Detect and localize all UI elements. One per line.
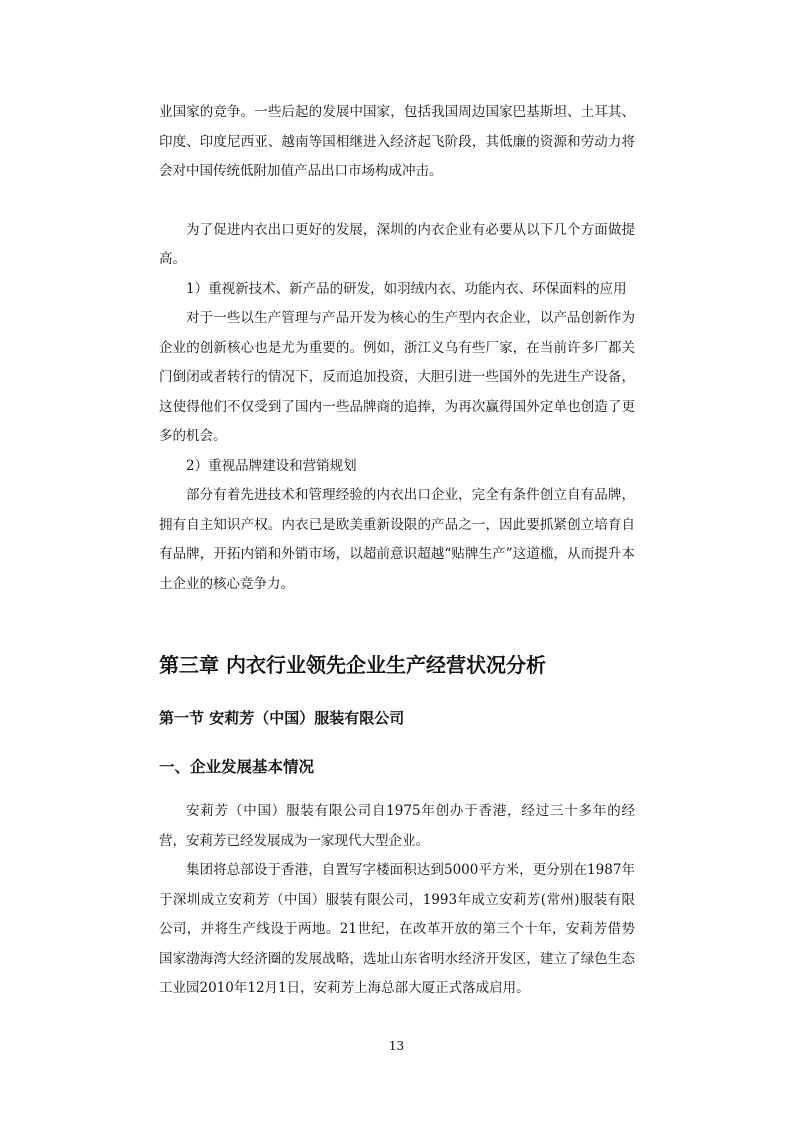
list-item-brand: 2）重视品牌建设和营销规划	[186, 457, 357, 474]
page-number: 13	[388, 1039, 405, 1053]
chapter-title: 第三章 内衣行业领先企业生产经营状况分析	[159, 653, 546, 677]
page-content	[159, 98, 635, 1004]
section-title: 第一节 安莉芳（中国）服装有限公司	[159, 709, 405, 727]
list-item-technology: 1）重视新技术、新产品的研发，如羽绒内衣、功能内衣、环保面料的应用	[186, 280, 627, 297]
paragraph-innovation: 对于一些以生产管理与产品开发为核心的生产型内衣企业，以产品创新作为企业的创新核心也是尤为重要的。例如，浙江义乌有些厂家，在当前许多厂都关门倒闭或者转行的情况下，反而追加投资，大胆引进一些国外的先进生产设备，这使得他们不仅受到了国内一些品牌商的追捧，为再次赢得国外定单也创造了更多的机会。	[159, 310, 635, 444]
paragraph-company-history: 集团将总部设于香港，自置写字楼面积达到5000平方米，更分别在1987年于深圳成立安莉芳（中国）服装有限公司，1993年成立安莉芳(常州)服装有限公司，并将生产线设于两地。21世纪，在改革开放的第三个十年，安莉芳借势国家渤海湾大经济圈的发展战略，选址山东省明水经济开发区，建立了绿色生态工业园2010年12月1日，安莉芳上海总部大厦正式落成启用。	[159, 862, 635, 996]
paragraph-brand: 部分有着先进技术和管理经验的内衣出口企业，完全有条件创立自有品牌，拥有自主知识产权。内衣已是欧美重新设限的产品之一，因此要抓紧创立培育自有品牌，开拓内销和外销市场，以超前意识超越“贴牌生产”这道槛，从而提升本土企业的核心竞争力。	[159, 487, 635, 592]
paragraph-gap	[159, 187, 635, 216]
paragraph-improvement-intro: 为了促进内衣出口更好的发展，深圳的内衣企业有必要从以下几个方面做提高。	[159, 221, 635, 267]
paragraph-company-intro: 安莉芳（中国）服装有限公司自1975年创办于香港，经过三十多年的经营，安莉芳已经发展成为一家现代大型企业。	[159, 803, 635, 849]
subsection-title: 一、企业发展基本情况	[159, 758, 315, 776]
paragraph-competition: 业国家的竞争。一些后起的发展中国家，包括我国周边国家巴基斯坦、土耳其、印度、印度尼西亚、越南等国相继进入经济起飞阶段，其低廉的资源和劳动力将会对中国传统低附加值产品出口市场构成冲击。	[159, 104, 635, 179]
